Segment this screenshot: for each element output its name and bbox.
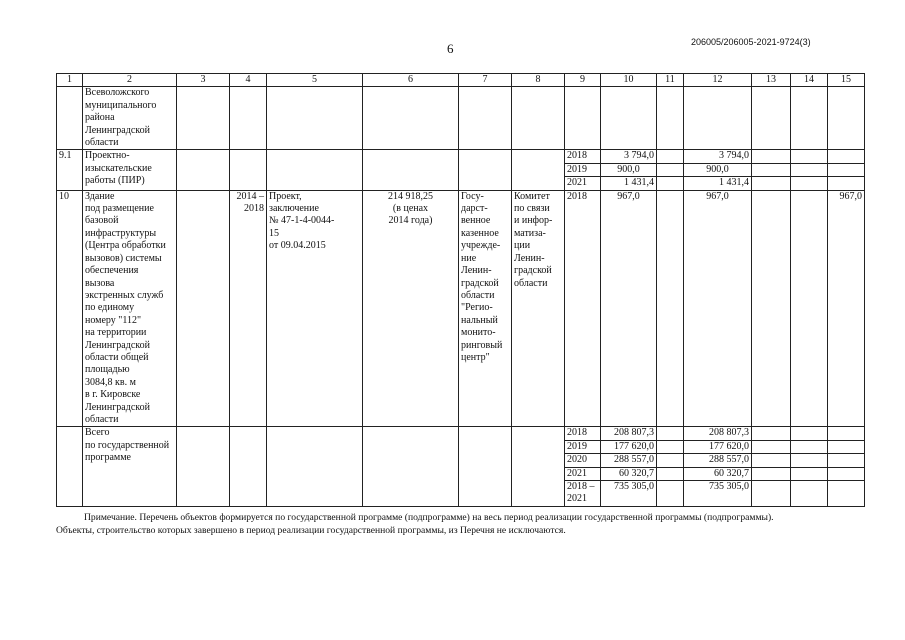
footnote-line: Объекты, строительство которых завершено в период реализации государственной программы, из Перечня не исключаются.	[56, 525, 566, 536]
row-number: 9.1	[57, 150, 83, 190]
total-row	[57, 427, 865, 440]
column-numbers-row	[57, 74, 865, 87]
column-number: 9	[565, 74, 601, 87]
footnote-line: Примечание. Перечень объектов формируется по государственной программе (подпрограмме) на весь период реализации государственной программы (подпрограммы).	[84, 512, 774, 523]
amount-cell: 177 620,0	[601, 440, 657, 453]
object-name-continuation: Всеволожского муниципального района Ленинградской области	[83, 87, 177, 150]
year-cell: 2019	[565, 440, 601, 453]
amount-cell: 1 431,4	[601, 177, 657, 190]
column-number: 11	[657, 74, 684, 87]
column-number: 10	[601, 74, 657, 87]
customer: Госу- дарст- венное казенное учрежде- ние Ленин- градской области "Регио- нальный монито- ринговый центр"	[459, 190, 512, 427]
amount-cell: 967,0	[828, 190, 865, 427]
table-row	[57, 150, 865, 163]
amount-cell: 735 305,0	[684, 481, 752, 507]
year-cell: 2021	[565, 177, 601, 190]
year-cell: 2018	[565, 150, 601, 163]
responsible-executor: Комитет по связи и инфор- матиза- ции Ленин- градской области	[512, 190, 565, 427]
column-number: 6	[363, 74, 459, 87]
column-number: 5	[267, 74, 363, 87]
table-row	[57, 190, 865, 427]
column-number: 2	[83, 74, 177, 87]
amount-cell: 177 620,0	[684, 440, 752, 453]
amount-cell: 967,0	[684, 190, 752, 427]
amount-cell: 60 320,7	[601, 467, 657, 480]
amount-cell: 1 431,4	[684, 177, 752, 190]
column-number: 7	[459, 74, 512, 87]
total-label: Всего по государственной программе	[83, 427, 177, 506]
amount-cell: 288 557,0	[601, 454, 657, 467]
amount-cell: 288 557,0	[684, 454, 752, 467]
amount-cell: 900,0	[601, 163, 657, 176]
row-number: 10	[57, 190, 83, 427]
column-number: 1	[57, 74, 83, 87]
year-cell: 2018	[565, 427, 601, 440]
continuation-row	[57, 87, 865, 150]
estimated-cost: 214 918,25 (в ценах 2014 года)	[363, 190, 459, 427]
year-cell: 2021	[565, 467, 601, 480]
year-cell: 2020	[565, 454, 601, 467]
amount-cell: 735 305,0	[601, 481, 657, 507]
amount-cell: 60 320,7	[684, 467, 752, 480]
document-code: 206005/206005-2021-9724(3)	[691, 37, 811, 47]
column-number: 12	[684, 74, 752, 87]
column-number: 4	[230, 74, 267, 87]
objects-table	[56, 73, 865, 507]
amount-cell: 208 807,3	[601, 427, 657, 440]
amount-cell: 900,0	[684, 163, 752, 176]
amount-cell: 3 794,0	[601, 150, 657, 163]
year-cell: 2019	[565, 163, 601, 176]
amount-cell: 3 794,0	[684, 150, 752, 163]
object-name: Проектно- изыскательские работы (ПИР)	[83, 150, 177, 190]
column-number: 15	[828, 74, 865, 87]
column-number: 8	[512, 74, 565, 87]
amount-cell: 208 807,3	[684, 427, 752, 440]
page-number: 6	[447, 41, 454, 56]
project-documentation: Проект, заключение № 47-1-4-0044- 15 от 09.04.2015	[267, 190, 363, 427]
column-number: 13	[752, 74, 791, 87]
column-number: 14	[791, 74, 828, 87]
construction-period: 2014 – 2018	[230, 190, 267, 427]
year-range-cell: 2018 – 2021	[565, 481, 601, 507]
year-cell: 2018	[565, 190, 601, 427]
column-number: 3	[177, 74, 230, 87]
amount-cell: 967,0	[601, 190, 657, 427]
footnote	[56, 511, 884, 537]
object-name: Здание под размещение базовой инфраструктуры (Центра обработки вызовов) системы обеспечения вызова экстренных служб по единому номеру "112" на территории Ленинградской области общей площадью 3084,8 кв. м в г. Кировске Ленинградской области	[83, 190, 177, 427]
